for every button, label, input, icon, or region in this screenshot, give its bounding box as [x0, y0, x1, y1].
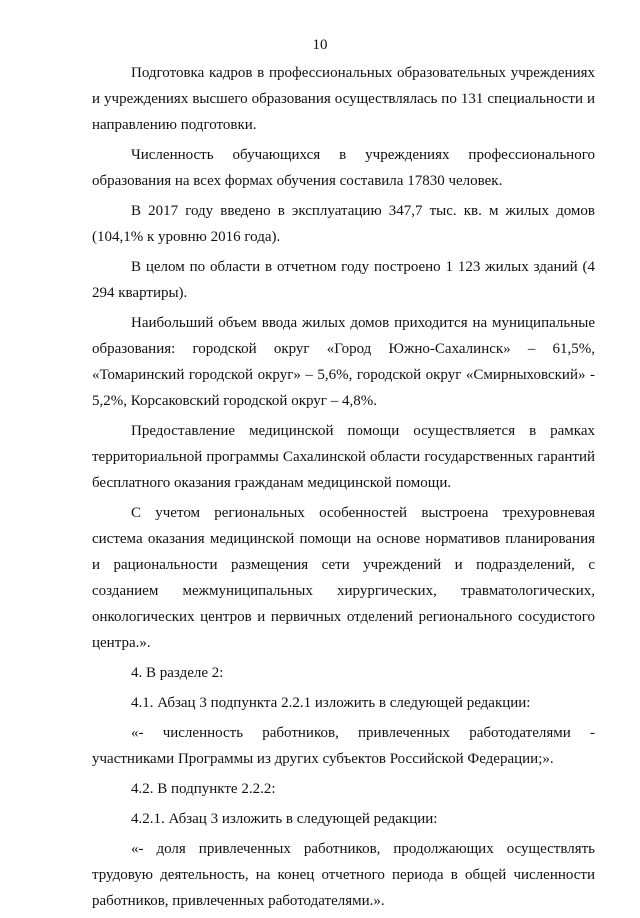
paragraph-three-level-system: С учетом региональных особенностей выстроена трехуровневая система оказания медицинской помощи на основе нормативов планирования и рациональности размещения сети учреждений и подразделений, с созданием межмуниципальных хирургических, травматологических, онкологических центров и первичных отделений регионального сосудистого центра.».: [92, 505, 595, 651]
paragraph-item-4-2: 4.2. В подпункте 2.2.2:: [131, 781, 276, 797]
paragraph-medical-care: Предоставление медицинской помощи осуществляется в рамках территориальной программы Сахалинской области государственных гарантий бесплатного оказания гражданам медицинской помощи.: [92, 423, 595, 491]
paragraph-staff-training: Подготовка кадров в профессиональных образовательных учреждениях и учреждениях высшего образования осуществлялась по 131 специальности и направлению подготовки.: [92, 65, 595, 133]
document-body: [92, 60, 595, 918]
paragraph-housing-commissioned: В 2017 году введено в эксплуатацию 347,7 тыс. кв. м жилых домов (104,1% к уровню 2016 года).: [92, 203, 595, 245]
paragraph-section-2: 4. В разделе 2:: [131, 665, 224, 681]
paragraph-student-count: Численность обучающихся в учреждениях профессионального образования на всех формах обучения составила 17830 человек.: [92, 147, 595, 189]
paragraph-item-4-2-1: 4.2.1. Абзац 3 изложить в следующей редакции:: [131, 811, 438, 827]
paragraph-item-4-1: 4.1. Абзац 3 подпункта 2.2.1 изложить в следующей редакции:: [131, 695, 531, 711]
paragraph-municipal-share: Наибольший объем ввода жилых домов приходится на муниципальные образования: городской округ «Город Южно-Сахалинск» – 61,5%, «Томаринский городской округ» – 5,6%, городской округ «Смирныховский» - 5,2%, Корсаковский городской округ – 4,8%.: [92, 315, 595, 409]
paragraph-quote-workers-count: «- численность работников, привлеченных работодателями - участниками Программы из других субъектов Российской Федерации;».: [92, 725, 595, 767]
paragraph-quote-workers-share: «- доля привлеченных работников, продолжающих осуществлять трудовую деятельность, на конец отчетного периода в общей численности работников, привлеченных работодателями.».: [92, 841, 595, 909]
paragraph-buildings-built: В целом по области в отчетном году построено 1 123 жилых зданий (4 294 квартиры).: [92, 259, 595, 301]
page-number: 10: [312, 37, 328, 53]
